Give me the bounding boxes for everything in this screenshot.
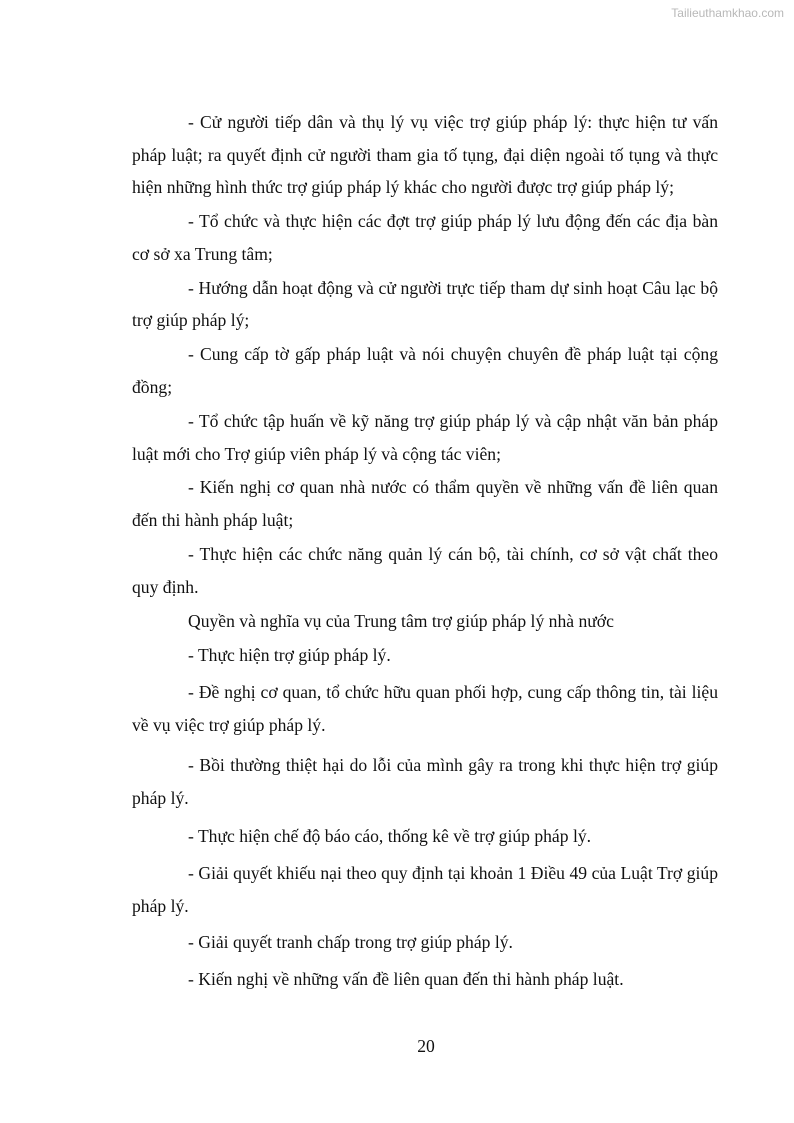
page-number: 20: [417, 1036, 435, 1056]
paragraph: - Cử người tiếp dân và thụ lý vụ việc trợ giúp pháp lý: thực hiện tư vấn pháp luật; ra quyết định cử người tham gia tố tụng, đại diện ngoài tố tụng và thực hiện những hình thức trợ giúp pháp lý khác cho người được trợ giúp pháp lý;: [132, 112, 718, 198]
paragraph: - Tổ chức và thực hiện các đợt trợ giúp pháp lý lưu động đến các địa bàn cơ sở xa Trung tâm;: [132, 211, 718, 264]
watermark: Tailieuthamkhao.com: [671, 6, 784, 20]
paragraph: - Kiến nghị cơ quan nhà nước có thẩm quyền về những vấn đề liên quan đến thi hành pháp luật;: [132, 477, 718, 531]
paragraph: - Giải quyết tranh chấp trong trợ giúp pháp lý.: [188, 932, 513, 953]
section-heading: Quyền và nghĩa vụ của Trung tâm trợ giúp pháp lý nhà nước: [188, 610, 614, 631]
document-body: [132, 106, 718, 997]
paragraph: - Kiến nghị về những vấn đề liên quan đến thi hành pháp luật.: [188, 968, 624, 989]
paragraph: - Thực hiện chế độ báo cáo, thống kê về trợ giúp pháp lý.: [188, 825, 592, 846]
paragraph: - Hướng dẫn hoạt động và cử người trực tiếp tham dự sinh hoạt Câu lạc bộ trợ giúp pháp lý;: [132, 277, 718, 331]
paragraph: - Thực hiện trợ giúp pháp lý.: [188, 644, 391, 665]
paragraph: - Tổ chức tập huấn về kỹ năng trợ giúp pháp lý và cập nhật văn bản pháp luật mới cho Trợ giúp viên pháp lý và cộng tác viên;: [132, 410, 718, 464]
paragraph: - Thực hiện các chức năng quản lý cán bộ, tài chính, cơ sở vật chất theo quy định.: [132, 544, 718, 597]
paragraph: - Cung cấp tờ gấp pháp luật và nói chuyện chuyên đề pháp luật tại cộng đồng;: [132, 344, 718, 397]
paragraph: - Bồi thường thiệt hại do lỗi của mình gây ra trong khi thực hiện trợ giúp pháp lý.: [132, 755, 718, 808]
paragraph: - Giải quyết khiếu nại theo quy định tại khoản 1 Điều 49 của Luật Trợ giúp pháp lý.: [132, 863, 718, 916]
paragraph: - Đề nghị cơ quan, tổ chức hữu quan phối hợp, cung cấp thông tin, tài liệu về vụ việc trợ giúp pháp lý.: [132, 682, 718, 735]
